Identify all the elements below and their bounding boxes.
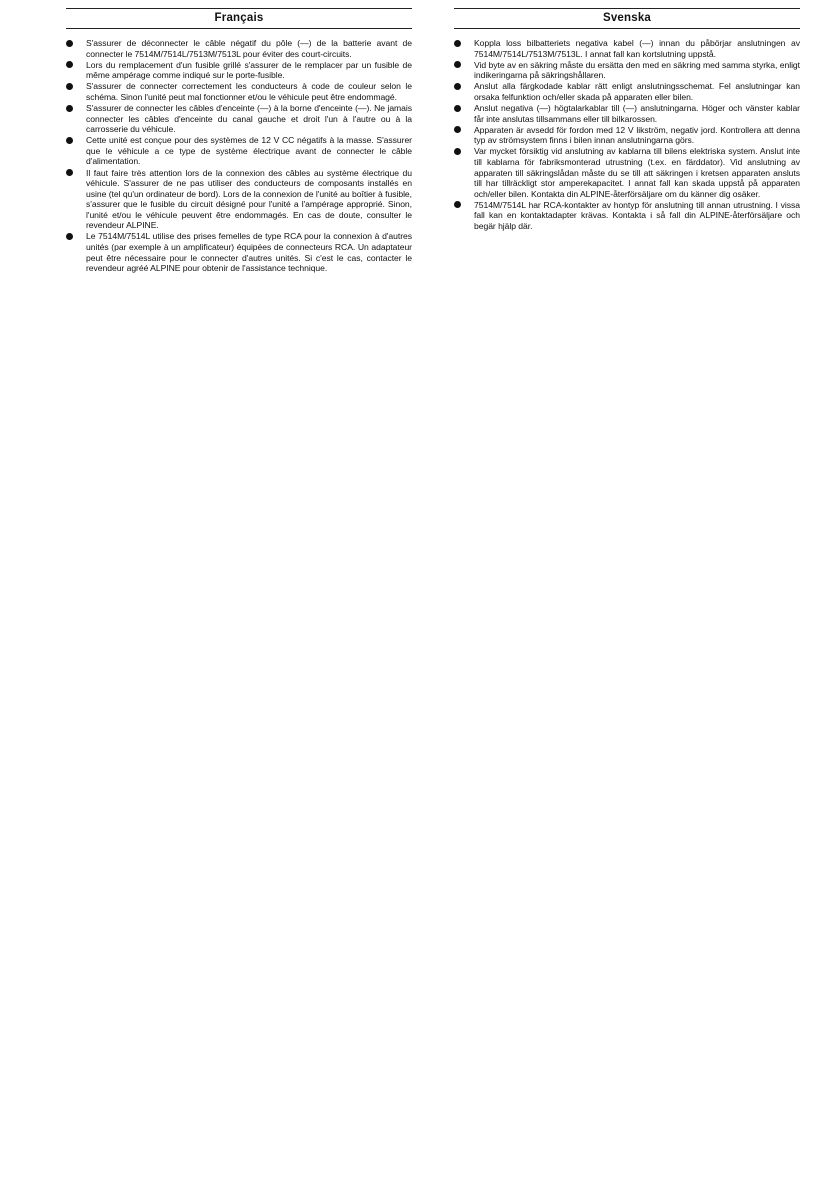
list-item: [66, 168, 412, 231]
list-item-text: Vid byte av en säkring måste du ersätta den med en säkring med samma styrka, enligt indikeringarna på säkringshållaren.: [474, 59, 800, 81]
french-heading: Français: [66, 8, 412, 29]
bullet-icon: [454, 105, 461, 112]
bullet-icon: [66, 169, 73, 176]
list-item-text: S'assurer de connecter correctement les conducteurs à code de couleur selon le schéma. Sinon l'unité peut mal fonctionner et/ou le véhicule peut être endommagé.: [86, 81, 412, 102]
swedish-column: [454, 8, 800, 232]
bullet-icon: [66, 233, 73, 240]
bullet-icon: [454, 148, 461, 155]
list-item: [454, 125, 800, 146]
list-item: [454, 60, 800, 81]
list-item-text: Koppla loss bilbatteriets negativa kabel (—) innan du påbörjar anslutningen av 7514M/7514L/7513M/7513L. I annat fall kan kortslutning uppstå.: [474, 38, 800, 59]
list-item-text: Apparaten är avsedd för fordon med 12 V likström, negativ jord. Kontrollera att denna typ av strömsystem finns i bilen innan anslutningarna görs.: [474, 124, 800, 146]
bullet-icon: [66, 83, 73, 90]
list-item: [66, 81, 412, 102]
list-item-text: S'assurer de connecter les câbles d'enceinte (—) à la borne d'enceinte (—). Ne jamais connecter les câbles d'enceinte du canal gauche et droit l'un à l'autre ou à la carrosserie du véhicule.: [86, 103, 412, 135]
list-item-text: Cette unité est conçue pour des systèmes de 12 V CC négatifs à la masse. S'assurer que le véhicule a ce type de système électrique avant de connecter le câble d'alimentation.: [86, 135, 412, 167]
bullet-icon: [454, 201, 461, 208]
list-item-text: Anslut alla färgkodade kablar rätt enligt anslutningsschemat. Fel anslutningar kan orsaka felfunktion och/eller skada på apparaten eller bilen.: [474, 81, 800, 102]
list-item: [454, 146, 800, 199]
french-bullet-list: [66, 38, 412, 274]
list-item: [454, 200, 800, 232]
bullet-icon: [454, 83, 461, 90]
bullet-icon: [66, 137, 73, 144]
bullet-icon: [454, 40, 461, 47]
swedish-bullet-list: [454, 38, 800, 231]
list-item: [454, 103, 800, 124]
list-item: [66, 135, 412, 167]
list-item: [454, 81, 800, 102]
list-item-text: 7514M/7514L har RCA-kontakter av hontyp för anslutning till annan utrustning. I vissa fall kan en kontaktadapter krävas. Kontakta i så fall din ALPINE-återförsäljare och begär hjälp där.: [474, 199, 800, 231]
bullet-icon: [66, 61, 73, 68]
bullet-icon: [66, 105, 73, 112]
list-item-text: Il faut faire très attention lors de la connexion des câbles au système électrique du véhicule. S'assurer de ne pas utiliser des conducteurs de composants installés en usine (tel qu'un ordinateur de bord). Lors de la connexion de l'unité au boîtier à fusible, s'assurer que le fusible du circuit désigné pour l'unité a l'ampérage approprié. Sinon, l'unité et/ou le véhicule peuvent être endommagés. En cas de doute, consulter le revendeur ALPINE.: [86, 167, 412, 231]
list-item: [66, 38, 412, 59]
list-item-text: Le 7514M/7514L utilise des prises femelles de type RCA pour la connexion à d'autres unités (par exemple à un amplificateur) équipées de connecteurs RCA. Un adaptateur peut être nécessaire pour le connecter d'autres unités. Si c'est le cas, contacter le revendeur agréé ALPINE pour obtenir de l'assistance technique.: [86, 231, 412, 274]
bullet-icon: [454, 126, 461, 133]
list-item: [66, 60, 412, 81]
list-item-text: Lors du remplacement d'un fusible grillé s'assurer de le remplacer par un fusible de même ampérage comme indiqué sur le porte-fusible.: [86, 59, 412, 81]
list-item-text: S'assurer de déconnecter le câble négatif du pôle (—) de la batterie avant de connecter le 7514M/7514L/7513M/7513L pour éviter des court-circuits.: [86, 38, 412, 59]
list-item-text: Anslut negativa (—) högtalarkablar till (—) anslutningarna. Höger och vänster kablar får inte anslutas tillsammans eller till bilkarossen.: [474, 103, 800, 124]
list-item: [454, 38, 800, 59]
bullet-icon: [454, 61, 461, 68]
list-item-text: Var mycket försiktig vid anslutning av kablarna till bilens elektriska system. Anslut inte till kablarna för fabriksmonterad utrustning (t.ex. en färddator). Vid anslutning av apparaten till säkringslådan måste du se till att säkringen i kretsen apparaten ansluts till har tillräckligt stor amperekapacitet. I annat fall kan skada uppstå på apparaten och/eller bilen. Kontakta din ALPINE-återförsäljare om du känner dig osäker.: [474, 146, 800, 199]
list-item: [66, 103, 412, 135]
swedish-heading: Svenska: [454, 8, 800, 29]
bullet-icon: [66, 40, 73, 47]
french-column: [66, 8, 412, 274]
list-item: [66, 231, 412, 273]
